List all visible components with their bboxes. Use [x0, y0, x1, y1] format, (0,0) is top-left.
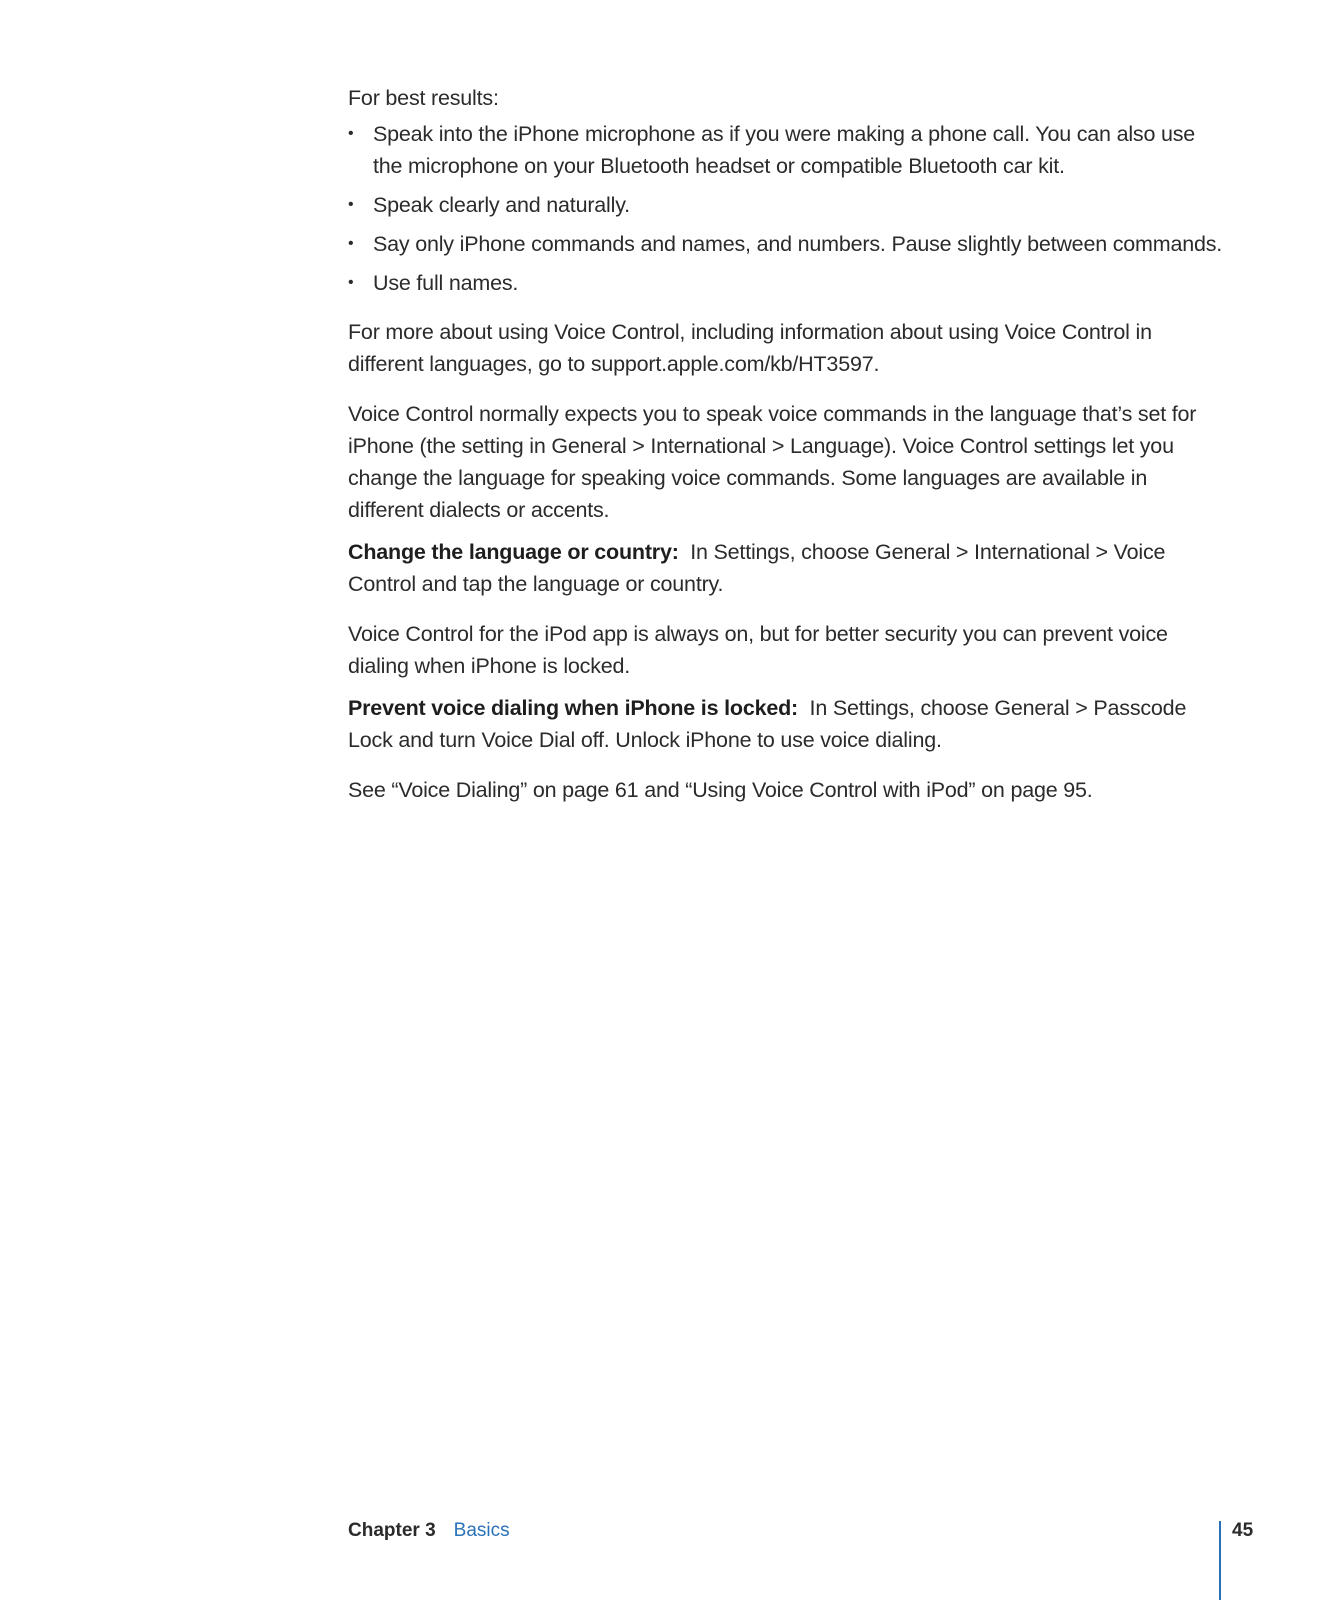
- more-info-paragraph: For more about using Voice Control, including information about using Voice Control in different languages, go to support.apple.com/kb/HT3597.: [348, 320, 1152, 376]
- list-item-text: Say only iPhone commands and names, and numbers. Pause slightly between commands.: [373, 232, 1223, 256]
- best-results-intro: For best results:: [348, 86, 499, 110]
- bullet-icon: •: [348, 196, 354, 213]
- section-link[interactable]: Basics: [453, 1520, 510, 1541]
- tips-list: [348, 118, 1228, 299]
- change-language-lead: Change the language or country:: [348, 540, 679, 564]
- list-item: [348, 228, 1228, 260]
- bullet-icon: •: [348, 125, 354, 142]
- list-item-text: Speak into the iPhone microphone as if you were making a phone call. You can also use the microphone on your Bluetooth headset or compatible Bluetooth car kit.: [373, 122, 1196, 178]
- list-item-text: Speak clearly and naturally.: [373, 193, 630, 217]
- page-number: 45: [1232, 1520, 1254, 1541]
- ipod-paragraph: Voice Control for the iPod app is always on, but for better security you can prevent voice dialing when iPhone is locked.: [348, 622, 1168, 678]
- list-item-text: Use full names.: [373, 271, 519, 295]
- change-language-instruction: [348, 536, 1228, 600]
- bullet-icon: •: [348, 235, 354, 252]
- footer-divider: [1219, 1521, 1221, 1600]
- chapter-label: Chapter 3: [348, 1520, 436, 1541]
- list-item: [348, 118, 1228, 182]
- bullet-icon: •: [348, 274, 354, 291]
- change-language-text: In Settings, choose General > International > Voice Control and tap the language or country.: [348, 540, 1166, 596]
- page-footer: [348, 1520, 510, 1542]
- list-item: [348, 189, 1228, 221]
- prevent-dialing-text: In Settings, choose General > Passcode Lock and turn Voice Dial off. Unlock iPhone to use voice dialing.: [348, 696, 1187, 752]
- prevent-dialing-lead: Prevent voice dialing when iPhone is locked:: [348, 696, 798, 720]
- language-paragraph: Voice Control normally expects you to speak voice commands in the language that’s set for iPhone (the setting in General > International > Language). Voice Control settings let you change the language for speaking voice commands. Some languages are available in different dialects or accents.: [348, 402, 1197, 522]
- list-item: [348, 267, 1228, 299]
- page-content: [348, 82, 1228, 806]
- see-also-paragraph: See “Voice Dialing” on page 61 and “Using Voice Control with iPod” on page 95.: [348, 778, 1093, 802]
- prevent-dialing-instruction: [348, 692, 1228, 756]
